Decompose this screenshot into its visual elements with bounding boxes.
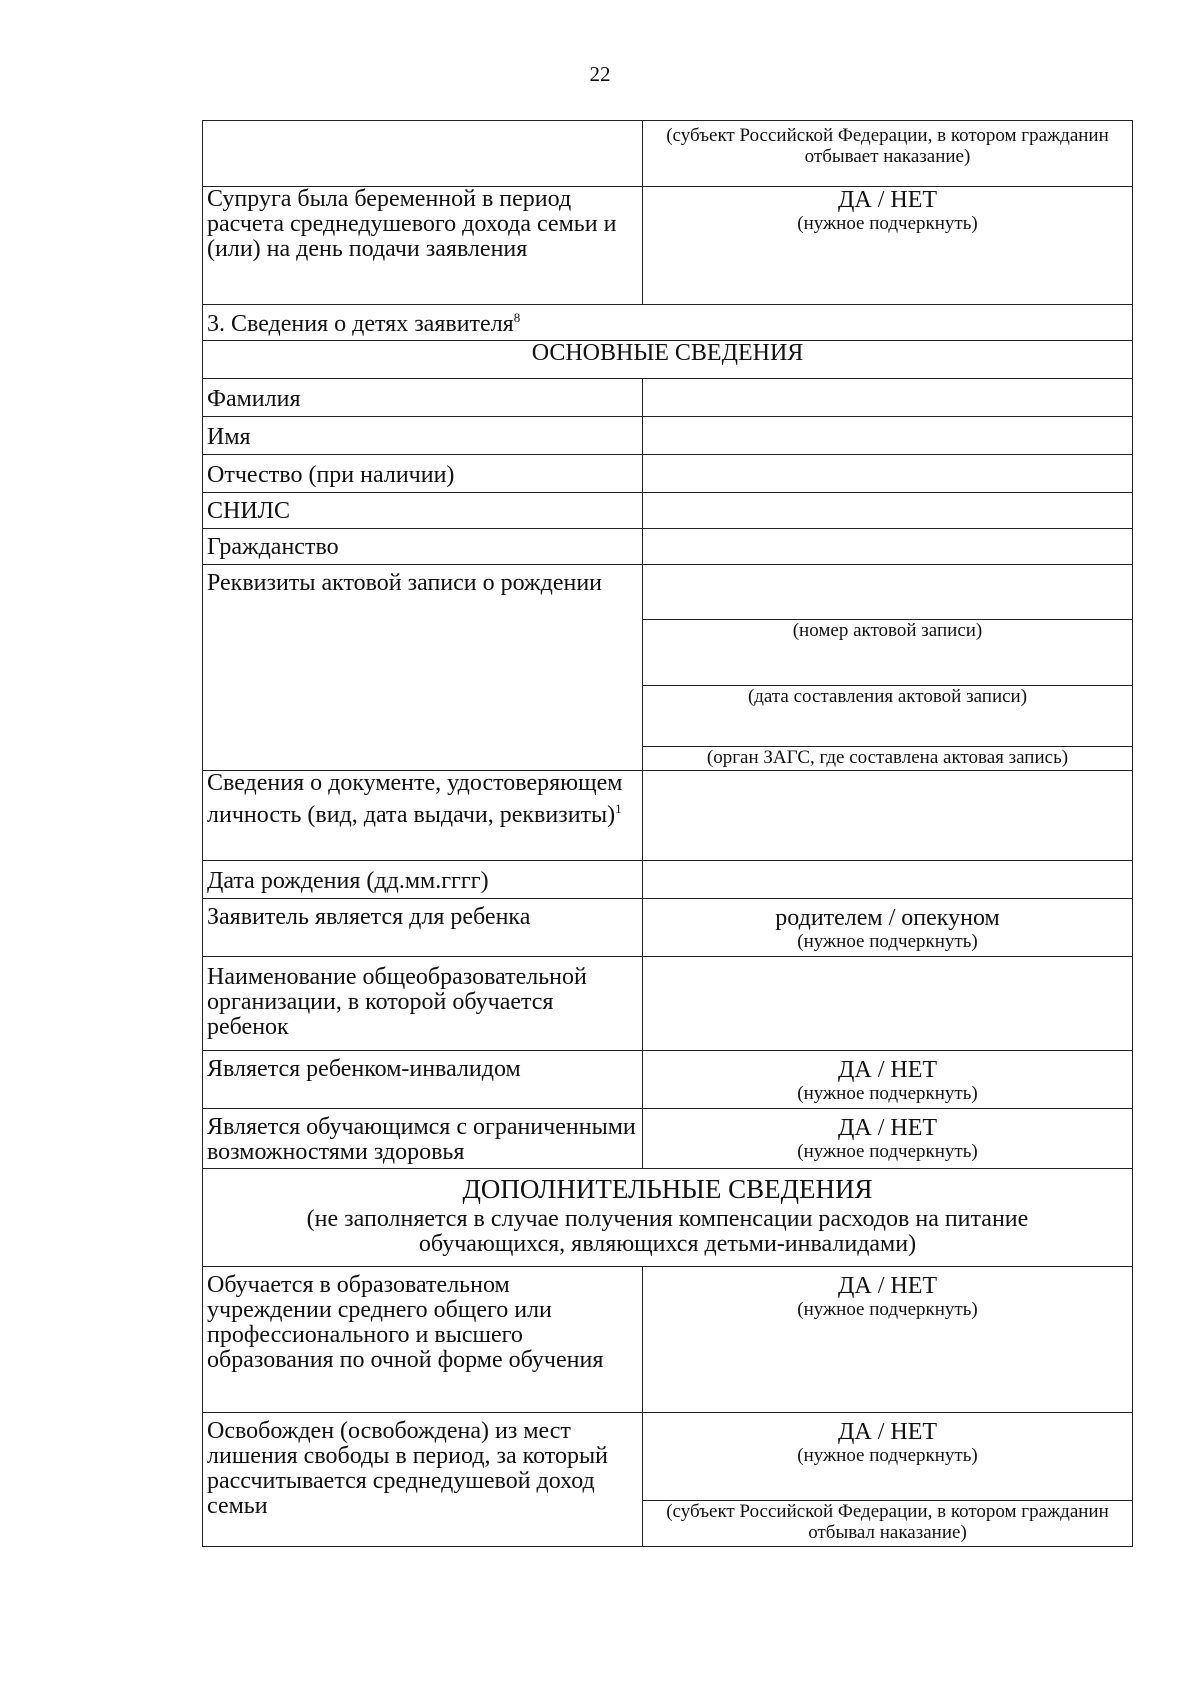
limited-health-field [643,1109,1133,1169]
hint-text: (нужное подчеркнуть) [797,1083,978,1104]
table-row [203,529,1133,565]
yes-no-choice[interactable]: ДА / НЕТ [837,1419,938,1445]
empty-cell [203,121,643,187]
region-input[interactable] [647,1466,1128,1500]
table-row [203,455,1133,493]
surname-label: Фамилия [203,379,643,417]
disabled-label: Является ребенком-инвалидом [203,1051,643,1109]
registry-office-note: (орган ЗАГС, где составлена актовая запись) [643,746,1132,768]
table-row [203,1267,1133,1413]
surname-field[interactable] [643,379,1133,417]
full-time-field [643,1267,1133,1413]
released-field [643,1413,1133,1547]
table-row [203,565,1133,771]
spouse-pregnant-field[interactable] [643,187,1133,305]
record-date-note: (дата составления актовой записи) [643,685,1132,707]
name-label: Имя [203,417,643,455]
section-title-text: 3. Сведения о детях заявителя [207,311,514,337]
footnote-mark: 8 [513,310,521,325]
table-row [203,899,1133,957]
children-info-form [202,120,1133,1547]
region-cell[interactable] [643,121,1133,187]
table-row [203,305,1133,341]
limited-health-label: Является обучающимся с ограниченными возможностями здоровья [203,1109,643,1169]
registry-office-input[interactable] [647,707,1128,746]
hint-text: (нужное подчеркнуть) [797,213,978,234]
released-label: Освобожден (освобождена) из мест лишения свободы в период, за который рассчитывается среднедушевой доход семьи [203,1413,643,1547]
spouse-pregnant-label: Супруга была беременной в период расчета среднедушевого дохода семьи и (или) на день подачи заявления [203,187,643,305]
record-number-input[interactable] [647,565,1128,619]
disabled-field [643,1051,1133,1109]
record-number-note: (номер актовой записи) [643,619,1132,641]
name-field[interactable] [643,417,1133,455]
citizenship-label: Гражданство [203,529,643,565]
footnote-mark: 1 [615,801,622,816]
yes-no-choice[interactable]: ДА / НЕТ [837,1273,938,1299]
birth-date-field[interactable] [643,861,1133,899]
region-note: (субъект Российской Федерации, в котором гражданин отбывал наказание) [643,1500,1132,1543]
yes-no-choice[interactable]: ДА / НЕТ [837,1057,938,1083]
snils-field[interactable] [643,493,1133,529]
table-row [203,379,1133,417]
birth-record-fields [643,565,1133,771]
region-note: (субъект Российской Федерации, в котором гражданин отбывает наказание) [666,125,1109,167]
table-row [203,957,1133,1051]
extra-section [203,1169,1133,1267]
patronymic-field[interactable] [643,455,1133,493]
section-title [203,305,1133,341]
hint-text: (нужное подчеркнуть) [797,931,978,952]
id-document-field[interactable] [643,771,1133,861]
citizenship-field[interactable] [643,529,1133,565]
table-row [203,341,1133,379]
school-label: Наименование общеобразовательной организации, в которой обучается ребенок [203,957,643,1051]
table-row [203,187,1133,305]
school-field[interactable] [643,957,1133,1051]
table-row [203,861,1133,899]
table-row [203,417,1133,455]
id-document-label [203,771,643,861]
table-row [203,1109,1133,1169]
page-number: 22 [589,62,611,86]
main-heading: ОСНОВНЫЕ СВЕДЕНИЯ [203,341,1133,379]
birth-date-label: Дата рождения (дд.мм.гггг) [203,861,643,899]
table-row [203,121,1133,187]
applicant-role-field [643,899,1133,957]
patronymic-label: Отчество (при наличии) [203,455,643,493]
snils-label: СНИЛС [203,493,643,529]
full-time-label: Обучается в образовательном учреждении среднего общего или профессионального и высшего образования по очной форме обучения [203,1267,643,1413]
hint-text: (нужное подчеркнуть) [797,1445,978,1466]
hint-text: (нужное подчеркнуть) [797,1299,978,1320]
birth-record-label: Реквизиты актовой записи о рождении [203,565,643,771]
yes-no-choice[interactable]: ДА / НЕТ [837,1115,938,1141]
table-row [203,1413,1133,1547]
record-date-input[interactable] [647,641,1128,685]
table-row [203,771,1133,861]
applicant-role-label: Заявитель является для ребенка [203,899,643,957]
table-row [203,1051,1133,1109]
extra-heading: ДОПОЛНИТЕЛЬНЫЕ СВЕДЕНИЯ [462,1174,873,1204]
id-document-text: Сведения о документе, удостоверяющем личность (вид, дата выдачи, реквизиты) [207,770,623,828]
table-row [203,1169,1133,1267]
yes-no-choice[interactable]: ДА / НЕТ [837,187,938,213]
hint-text: (нужное подчеркнуть) [797,1141,978,1162]
extra-note: (не заполняется в случае получения компенсации расходов на питание обучающихся, являющихся детьми-инвалидами) [306,1206,1029,1257]
role-choice[interactable]: родителем / опекуном [775,905,1000,931]
table-row [203,493,1133,529]
